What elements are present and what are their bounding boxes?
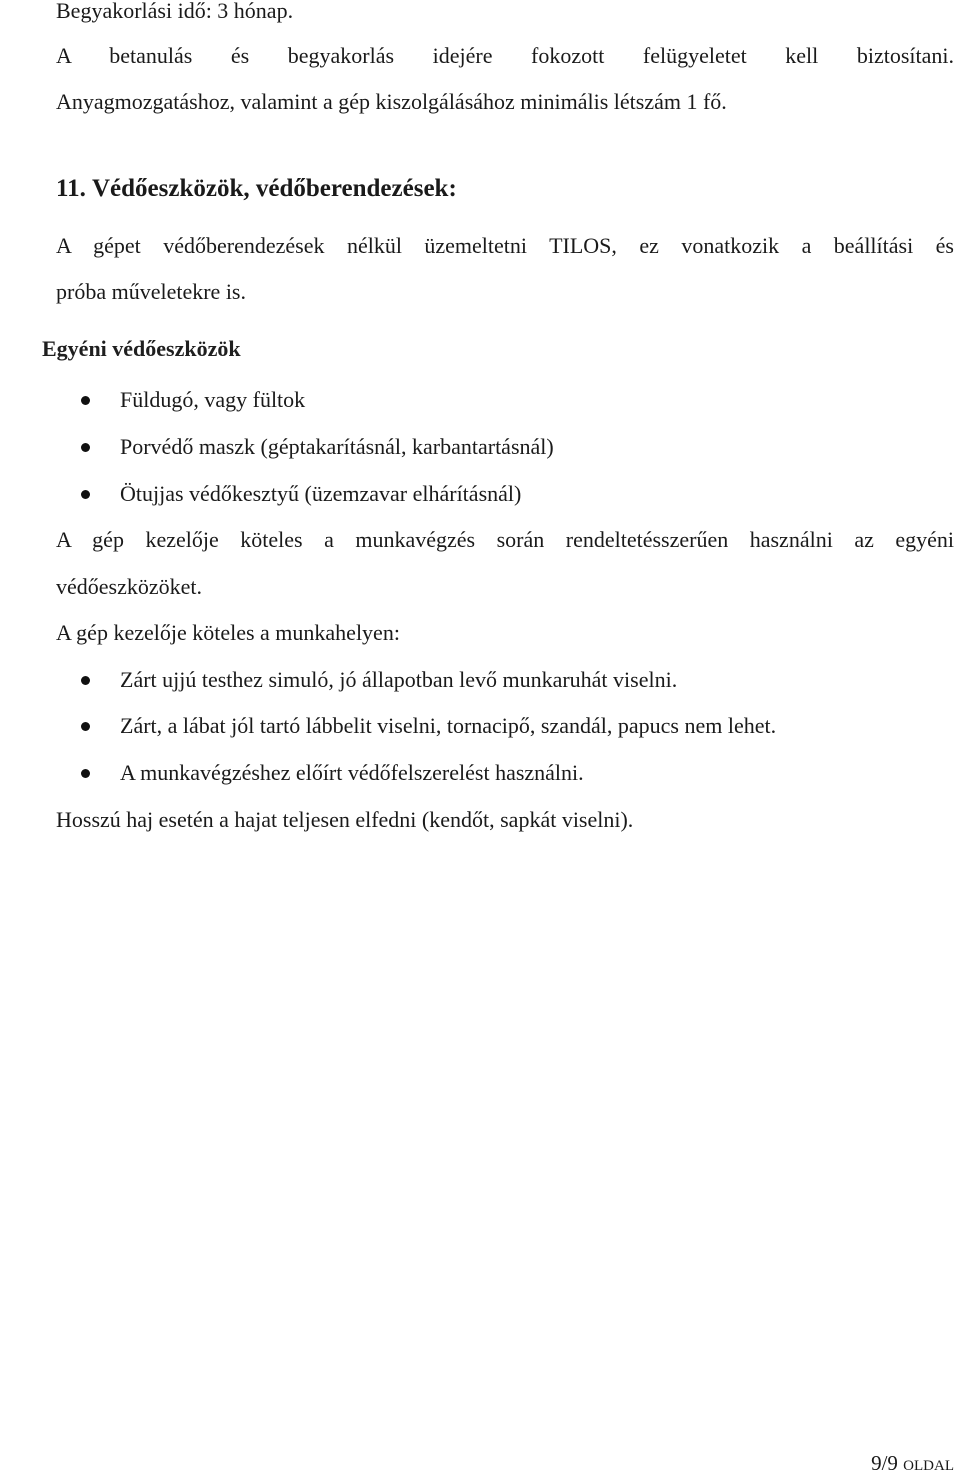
page-footer bbox=[871, 1450, 954, 1479]
page-label: OLDAL bbox=[903, 1458, 954, 1474]
supervision-line: A betanulás és begyakorlás idejére fokozott felügyeletet kell biztosítani. bbox=[56, 43, 954, 68]
paragraph-line: védőeszközöket. bbox=[56, 574, 202, 599]
section-number: 11. bbox=[56, 175, 86, 202]
list-item: Füldugó, vagy fültok bbox=[120, 387, 306, 412]
paragraph-line: A gép kezelője köteles a munkahelyen: bbox=[56, 620, 400, 645]
section-heading bbox=[56, 176, 954, 202]
staffing-line: Anyagmozgatáshoz, valamint a gép kiszolgálásához minimális létszám 1 fő. bbox=[56, 89, 727, 114]
paragraph-line: A gépet védőberendezések nélkül üzemeltetni TILOS, ez vonatkozik a beállítási és bbox=[56, 233, 954, 258]
paragraph-line: A gép kezelője köteles a munkavégzés során rendeltetésszerűen használni az egyéni bbox=[56, 527, 954, 552]
bullet-icon bbox=[81, 396, 90, 405]
list-item: Zárt, a lábat jól tartó lábbelit viselni, tornacipő, szandál, papucs nem lehet. bbox=[120, 713, 777, 738]
subheading-ppe: Egyéni védőeszközök bbox=[42, 336, 241, 361]
list-item: Zárt ujjú testhez simuló, jó állapotban levő munkaruhát viselni. bbox=[120, 667, 678, 692]
bullet-icon bbox=[81, 490, 90, 499]
list-item: Ötujjas védőkesztyű (üzemzavar elhárításnál) bbox=[120, 481, 522, 506]
bullet-icon bbox=[81, 769, 90, 778]
list-item: A munkavégzéshez előírt védőfelszerelést használni. bbox=[120, 760, 584, 785]
training-period-line: Begyakorlási idő: 3 hónap. bbox=[56, 0, 294, 23]
bullet-icon bbox=[81, 676, 90, 685]
paragraph-line: Hosszú haj esetén a hajat teljesen elfedni (kendőt, sapkát viselni). bbox=[56, 807, 634, 832]
bullet-icon bbox=[81, 722, 90, 731]
paragraph-line: próba műveletekre is. bbox=[56, 279, 246, 304]
list-item: Porvédő maszk (géptakarításnál, karbantartásnál) bbox=[120, 434, 554, 459]
section-title: Védőeszközök, védőberendezések: bbox=[92, 175, 457, 202]
bullet-icon bbox=[81, 443, 90, 452]
page-number: 9/9 bbox=[871, 1451, 898, 1475]
